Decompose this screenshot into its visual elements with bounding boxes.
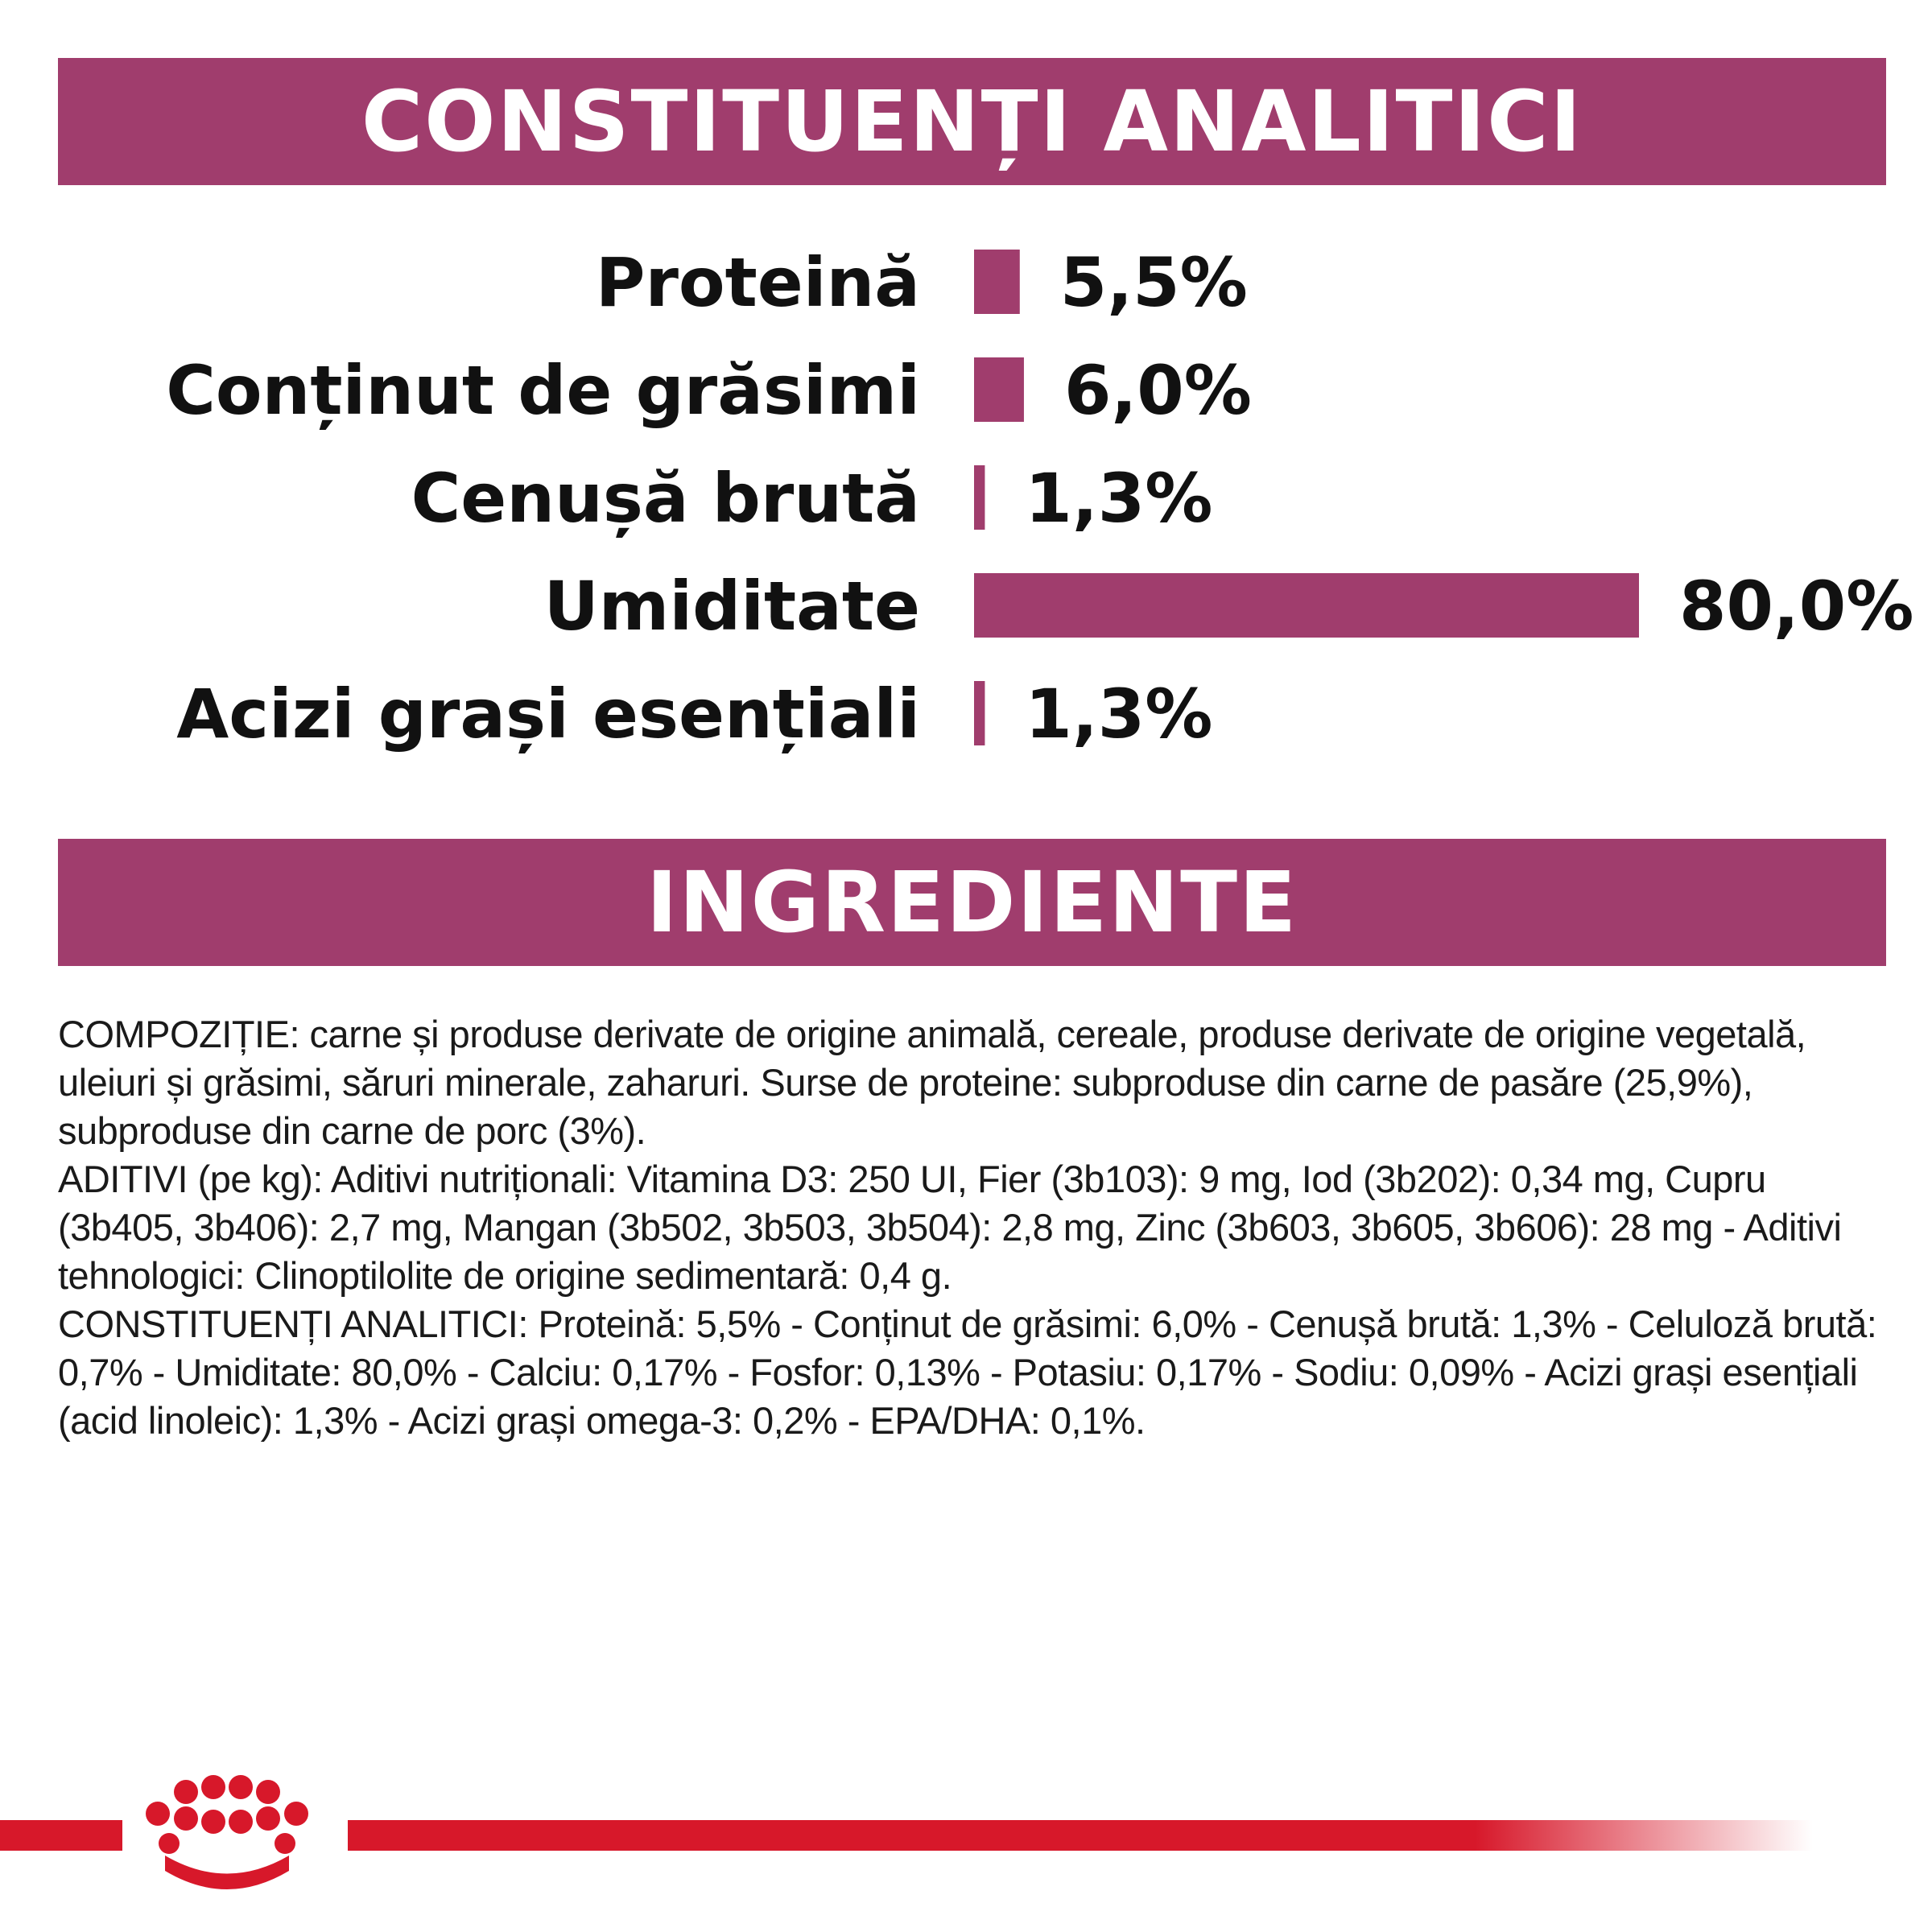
bar-label: Cenușă brută: [411, 459, 920, 538]
bar: [974, 465, 985, 530]
bar: [974, 573, 1639, 638]
crown-icon: [146, 1775, 308, 1889]
footer-stripe-right: [348, 1820, 1475, 1851]
analytical-paragraph: CONSTITUENȚI ANALITICI: Proteină: 5,5% - Conținut de grăsimi: 6,0% - Cenușă brută: 1,3% - Celuloză brută: 0,7% - Umiditate: 80,0% - Calciu: 0,17% - Fosfor: 0,13% - Potasiu: 0,17% - Sodiu: 0,09% - Acizi grași esențiali (acid linoleic): 1,3% - Acizi grași omega-3: 0,2% - EPA/DHA: 0,1%.: [58, 1302, 1877, 1442]
bar: [974, 681, 985, 745]
bar: [974, 357, 1024, 422]
footer-stripe-fade: [1475, 1820, 1813, 1851]
bar-label: Umiditate: [543, 567, 920, 646]
ingredients-title: INGREDIENTE: [646, 853, 1298, 952]
ingredients-header-banner: [58, 839, 1886, 966]
bar-value-label: 5,5%: [1059, 243, 1248, 322]
bar: [974, 250, 1020, 314]
composition-paragraph: COMPOZIȚIE: carne și produse derivate de origine animală, cereale, produse derivate de origine vegetală, uleiuri și grăsimi, săruri minerale, zaharuri. Surse de proteine: subproduse din carne de pasăre (25,9%), subproduse din carne de porc (3%).: [58, 1013, 1806, 1152]
bar-value-label: 80,0%: [1679, 567, 1914, 646]
bar-label: Acizi grași esențiali: [176, 675, 920, 753]
analysis-title: CONSTITUENȚI ANALITICI: [361, 72, 1583, 171]
additives-paragraph: ADITIVI (pe kg): Aditivi nutriționali: Vitamina D3: 250 UI, Fier (3b103): 9 mg, Iod (3b202): 0,34 mg, Cupru (3b405, 3b406): 2,7 mg, Mangan (3b502, 3b503, 3b504): 2,8 mg, Zinc (3b603, 3b605, 3b606): 28 mg - Aditivi tehnologici: Clinoptilolite de origine sedimentară: 0,4 g.: [58, 1158, 1842, 1297]
footer-stripe-left: [0, 1820, 122, 1851]
bar-value-label: 6,0%: [1063, 351, 1252, 430]
bar-value-label: 1,3%: [1025, 459, 1213, 538]
brand-footer: [0, 1771, 1932, 1932]
bar-label: Conținut de grăsimi: [166, 351, 920, 430]
bar-value-label: 1,3%: [1025, 675, 1213, 753]
bar-label: Proteină: [595, 243, 920, 322]
analysis-bar-chart: [0, 0, 1932, 805]
ingredients-text: [58, 1010, 1901, 1445]
